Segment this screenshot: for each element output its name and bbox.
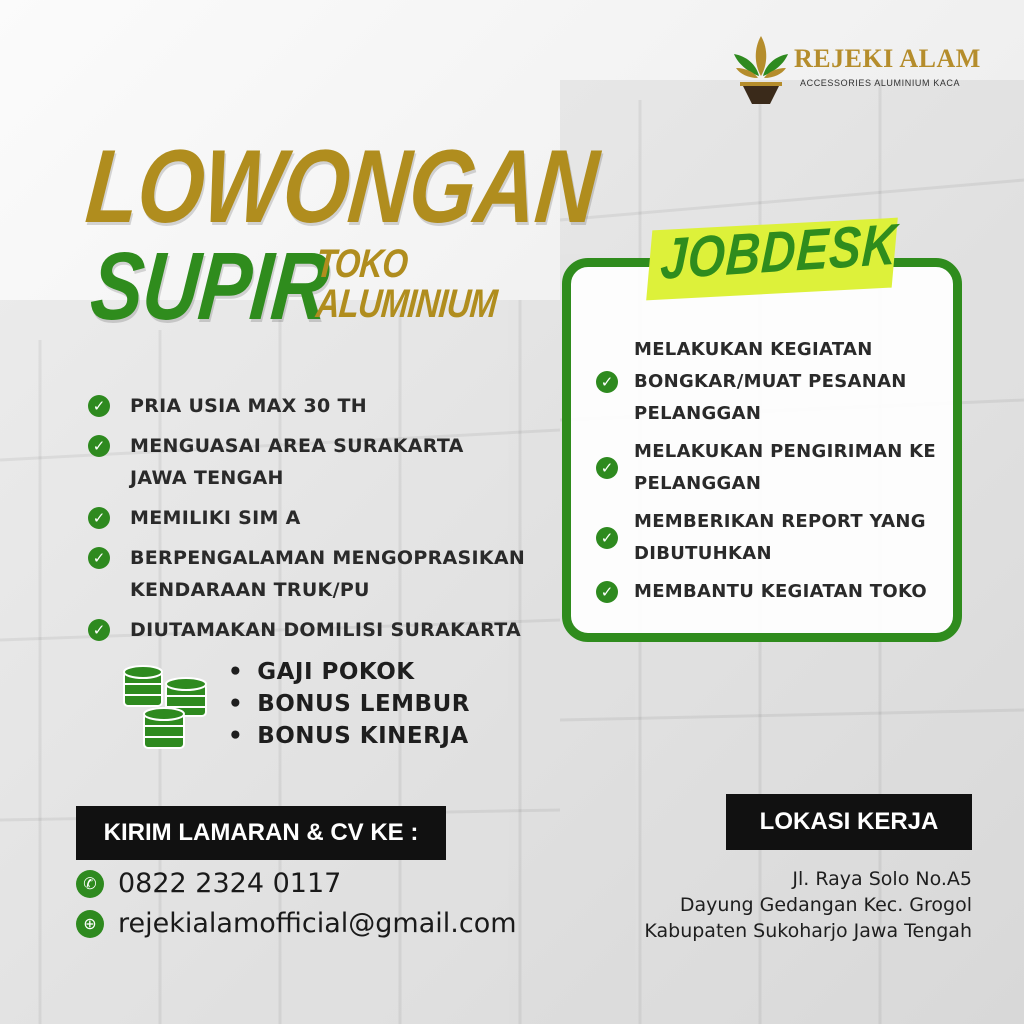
headline-aluminium: ALUMINIUM [314,282,499,326]
check-circle-icon: ✓ [88,435,110,457]
globe-icon: ⊕ [76,910,104,938]
jobdesk-text: MEMBERIKAN REPORT YANG DIBUTUHKAN [634,511,926,564]
list-item [596,334,956,430]
address-line: Kabupaten Sukoharjo Jawa Tengah [644,920,972,942]
list-item [88,502,548,534]
requirement-text: DIUTAMAKAN DOMILISI SURAKARTA [130,619,522,641]
requirements-list [88,390,548,654]
apply-heading: KIRIM LAMARAN & CV KE : [76,806,446,860]
headline-supir: SUPIR [86,233,333,340]
jobdesk-text: MEMBANTU KEGIATAN TOKO [634,581,928,602]
list-item [88,542,548,606]
list-item [596,436,956,500]
headline-lowongan: LOWONGAN [81,129,602,245]
brand-tagline: ACCESSORIES ALUMINIUM KACA [800,78,961,88]
list-item [88,390,548,422]
list-item [88,614,548,646]
phone-contact[interactable] [76,868,341,899]
brand-name: REJEKI ALAM [794,44,981,73]
jobdesk-list [596,334,956,614]
headline-toko: TOKO [314,242,410,286]
leaf-logo-icon [730,32,792,108]
benefit-item: • BONUS LEMBUR [228,688,470,720]
check-circle-icon: ✓ [88,395,110,417]
requirement-text: MEMILIKI SIM A [130,507,301,529]
check-circle-icon: ✓ [596,371,618,393]
requirement-text: PRIA USIA MAX 30 TH [130,395,367,417]
benefits-list [228,656,470,752]
list-item [596,576,956,608]
phone-number[interactable]: 0822 2324 0117 [118,868,342,899]
address-line: Dayung Gedangan Kec. Grogol [679,894,972,916]
list-item [596,506,956,570]
requirement-text: BERPENGALAMAN MENGOPRASIKAN KENDARAAN TRUK/PU [130,547,526,601]
jobdesk-text: MELAKUKAN KEGIATAN BONGKAR/MUAT PESANAN PELANGGAN [634,339,907,424]
list-item [88,430,548,494]
brand-logo [730,32,980,112]
coin-stack-icon [122,662,212,752]
requirement-text: MENGUASAI AREA SURAKARTA JAWA TENGAH [130,435,464,489]
phone-icon: ✆ [76,870,104,898]
benefit-item: • GAJI POKOK [228,656,470,688]
location-heading: LOKASI KERJA [726,794,972,850]
check-circle-icon: ✓ [88,507,110,529]
address-line: Jl. Raya Solo No.A5 [792,868,972,890]
email-address[interactable]: rejekialamofficial@gmail.com [118,908,517,939]
benefit-item: • BONUS KINERJA [228,720,470,752]
check-circle-icon: ✓ [88,547,110,569]
jobdesk-title: JOBDESK [659,211,899,292]
check-circle-icon: ✓ [596,527,618,549]
check-circle-icon: ✓ [88,619,110,641]
check-circle-icon: ✓ [596,457,618,479]
address-block [644,866,972,944]
jobdesk-text: MELAKUKAN PENGIRIMAN KE PELANGGAN [634,441,936,494]
email-contact[interactable] [76,908,517,939]
check-circle-icon: ✓ [596,581,618,603]
